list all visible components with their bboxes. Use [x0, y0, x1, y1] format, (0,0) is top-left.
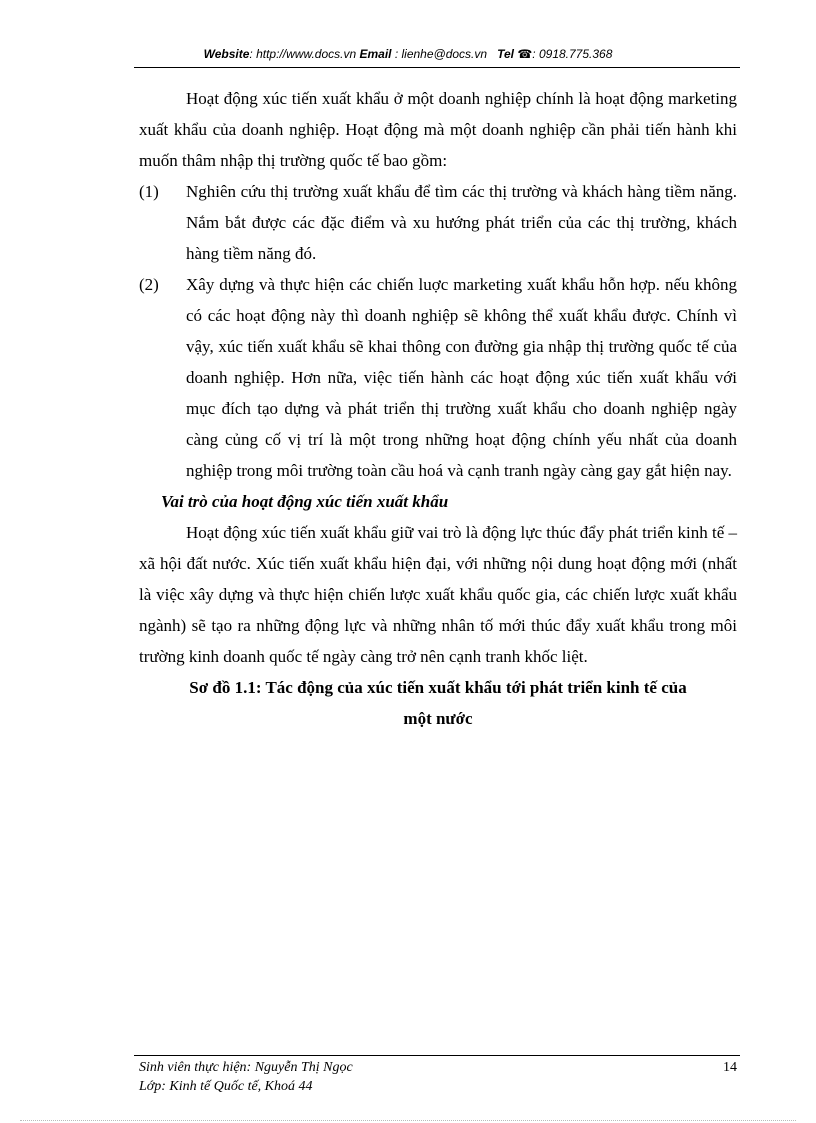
- website-value: : http://www.docs.vn: [249, 47, 357, 61]
- email-value: : lienhe@docs.vn: [391, 47, 488, 61]
- figure-caption-line1: Sơ đồ 1.1: Tác động của xúc tiến xuất khẩu tới phát triển kinh tế của: [189, 678, 687, 697]
- figure-placeholder: [139, 734, 737, 964]
- tel-value: : 0918.775.368: [532, 47, 613, 61]
- section-heading: Vai trò của hoạt động xúc tiến xuất khẩu: [161, 492, 449, 511]
- footer-student: Sinh viên thực hiện: Nguyễn Thị Ngọc: [139, 1060, 353, 1075]
- document-body: [139, 83, 737, 964]
- list-item-number: (1): [139, 182, 159, 201]
- section-paragraph: Hoạt động xúc tiến xuất khẩu giữ vai trò là động lực thúc đẩy phát triển kinh tế – xã hội đất nước. Xúc tiến xuất khẩu hiện đại, với những nội dung hoạt động mới (nhất là việc xây dựng và thực hiện chiến lược xuất khẩu quốc gia, các chiến lược xuất khẩu ngành) sẽ tạo ra những động lực và những nhân tố mới thúc đẩy xuất khẩu trong môi trường kinh doanh quốc tế ngày càng trở nên cạnh tranh khốc liệt.: [139, 523, 737, 666]
- footer-class: Lớp: Kinh tế Quốc tế, Khoá 44: [139, 1079, 313, 1094]
- email-label: Email: [359, 47, 392, 61]
- tel-label: Tel: [497, 47, 514, 61]
- page-header: [0, 47, 816, 61]
- list-item: [139, 176, 737, 269]
- page-edge: [20, 1120, 796, 1121]
- list-item-text: Xây dựng và thực hiện các chiến luợc marketing xuất khẩu hỗn hợp. nếu không có các hoạt động này thì doanh nghiệp sẽ không thể xuất khẩu được. Chính vì vậy, xúc tiến xuất khẩu sẽ khai thông con đường gia nhập thị trường quốc tế của doanh nghiệp. Hơn nữa, việc tiến hành các hoạt động xúc tiến xuất khẩu với mục đích tạo dựng và phát triển thị trường xuất khẩu cho doanh nghiệp ngày càng củng cố vị trí là một trong những hoạt động chính yếu nhất của doanh nghiệp trong môi trường toàn cầu hoá và cạnh tranh ngày càng gay gắt hiện nay.: [186, 275, 737, 480]
- phone-icon: ☎: [517, 47, 533, 61]
- list-item: [139, 269, 737, 486]
- footer-divider: [134, 1055, 740, 1056]
- website-label: Website: [203, 47, 250, 61]
- list-item-number: (2): [139, 275, 159, 294]
- intro-paragraph: Hoạt động xúc tiến xuất khẩu ở một doanh nghiệp chính là hoạt động marketing xuất khẩu của doanh nghiệp. Hoạt động mà một doanh nghiệp cần phải tiến hành khi muốn thâm nhập thị trường quốc tế bao gồm:: [139, 89, 737, 170]
- page-number: 14: [723, 1060, 737, 1075]
- figure-caption-line2: một nước: [403, 709, 473, 728]
- list-item-text: Nghiên cứu thị trường xuất khẩu để tìm các thị trường và khách hàng tiềm năng. Nắm bắt được các đặc điểm và xu hướng phát triển của các thị trường, khách hàng tiềm năng đó.: [186, 182, 737, 263]
- header-divider: [134, 67, 740, 68]
- page-footer: [139, 1058, 737, 1096]
